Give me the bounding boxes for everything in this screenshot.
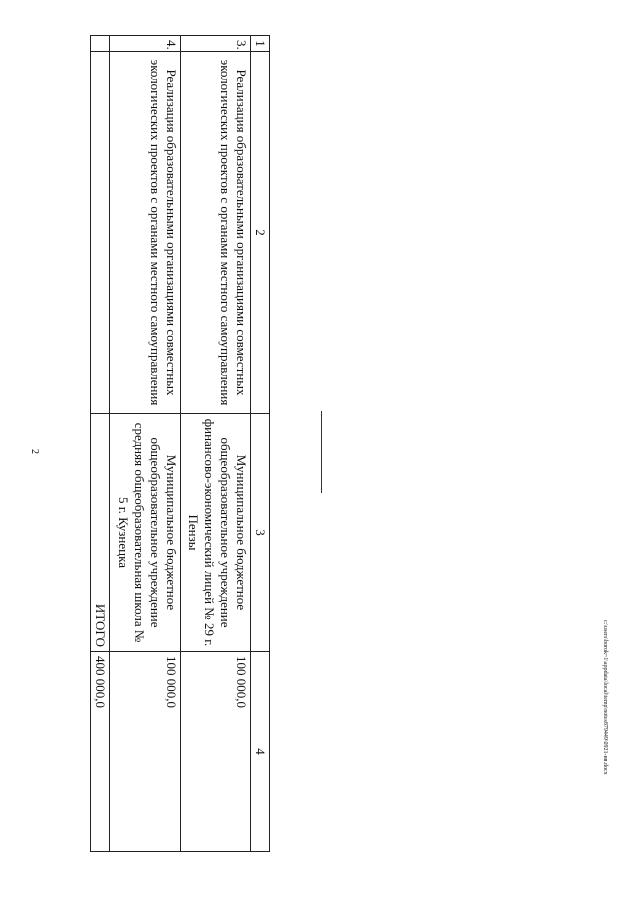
total-label: ИТОГО <box>91 414 110 652</box>
rotated-table-container <box>90 35 270 852</box>
row-description: Реализация образовательными организациями совместных экологических проектов с органами местного самоуправления <box>180 52 250 414</box>
total-amount: 400 000,0 <box>91 652 110 852</box>
table-header-row <box>250 36 269 852</box>
funding-table <box>90 35 270 852</box>
header-cell-1: 1 <box>250 36 269 52</box>
row-organization: Муниципальное бюджетное общеобразовательное учреждение средняя общеобразовательная школа № 5 г. Кузнецка <box>110 414 180 652</box>
document-path: c:\users\borok~1\appdata\local\temp\notes879449\0921-ия.docx <box>602 620 608 775</box>
separator-line <box>321 411 322 493</box>
total-empty-cell <box>91 52 110 414</box>
header-cell-3: 3 <box>250 414 269 652</box>
row-number: 4. <box>110 36 180 52</box>
row-amount: 100 000,0 <box>180 652 250 852</box>
table-total-row <box>91 36 110 852</box>
table-row <box>110 36 180 852</box>
table-row <box>180 36 250 852</box>
row-amount: 100 000,0 <box>110 652 180 852</box>
row-organization: Муниципальное бюджетное общеобразовательное учреждение финансово-экономический лицей № 29 г. Пензы <box>180 414 250 652</box>
header-cell-2: 2 <box>250 52 269 414</box>
total-empty-cell <box>91 36 110 52</box>
row-description: Реализация образовательными организациями совместных экологических проектов с органами местного самоуправления <box>110 52 180 414</box>
row-number: 3. <box>180 36 250 52</box>
page-number: 2 <box>29 449 40 454</box>
header-cell-4: 4 <box>250 652 269 852</box>
